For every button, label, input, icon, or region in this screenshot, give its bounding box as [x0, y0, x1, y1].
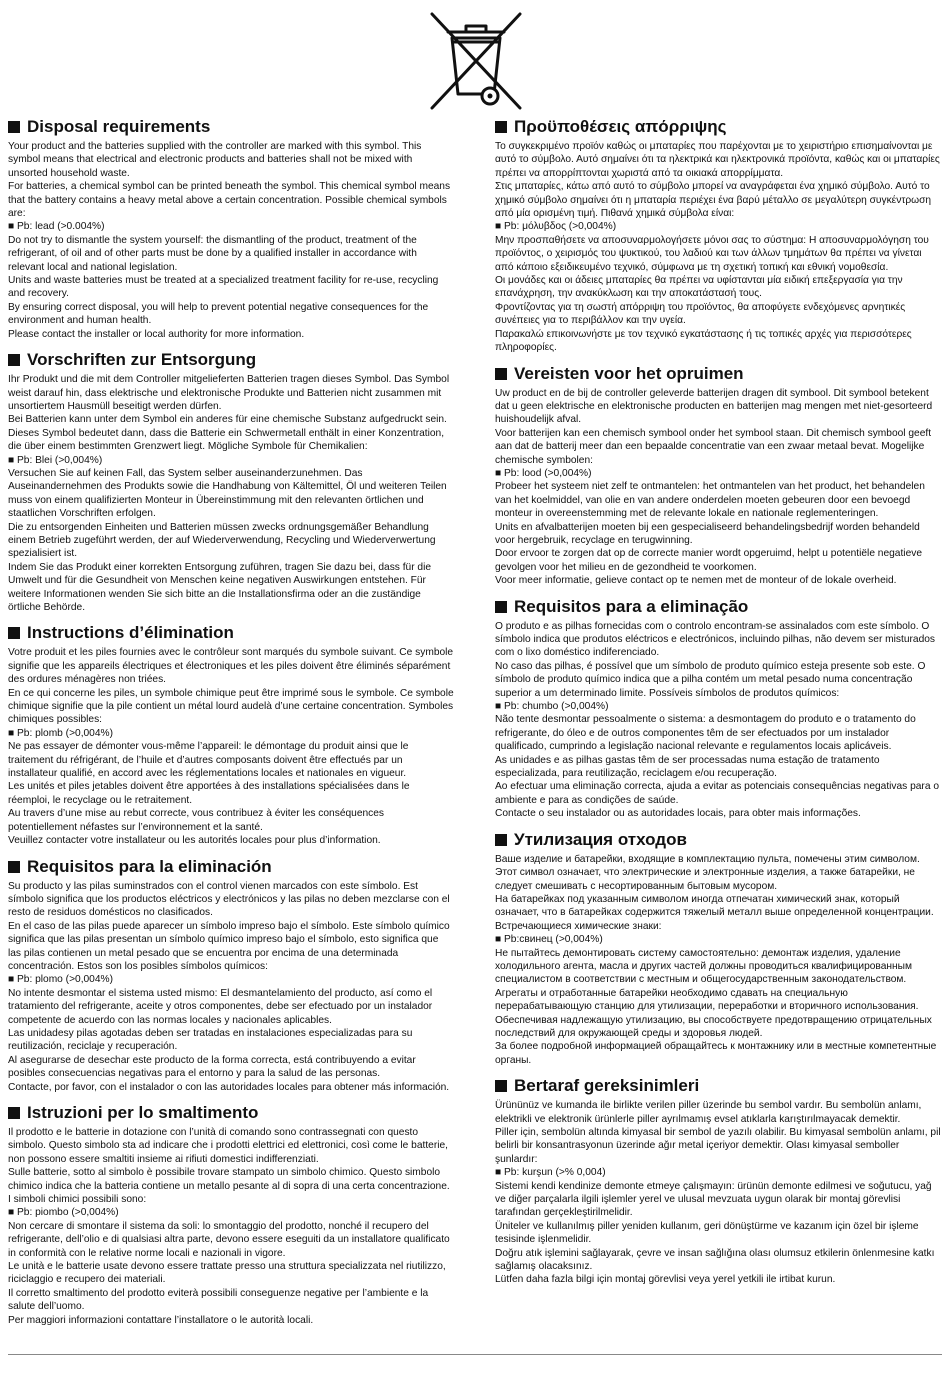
left-column — [8, 117, 454, 1336]
section-disposal-tr — [495, 1076, 941, 1287]
section-disposal-ru — [495, 830, 941, 1068]
bullet-square-icon — [8, 121, 20, 133]
crossed-out-wheelie-bin-icon — [428, 10, 524, 114]
section-heading — [495, 830, 941, 850]
section-heading — [495, 1076, 941, 1096]
section-body: Il prodotto e le batterie in dotazione con l’unità di comando sono contrassegnati con questo simbolo. Questo simbolo sta ad indicare che i prodotti elettrici ed elettronici, così come le batterie, non possono essere smaltiti insieme ai rifiuti domestici indifferenziati. Sulle batterie, sotto al simbolo è possibile trovare stampato un simbolo chimico. Questo simbolo chimico indica che la batteria contiene un metallo pesante al di sopra di una certa concentrazione. I simboli chimici possibili sono: ■ Pb: piombo (>0,004%) Non cercare di smontare il sistema da soli: lo smontaggio del prodotto, nonché il recupero del refrigerante, dell’olio e di qualsiasi altra parte, devono essere eseguiti da un installatore qualificato in conformità con le relative norme locali e nazionali in vigore. Le unità e le batterie usate devono essere trattate presso una struttura specializzata nel riutilizzo, riciclaggio e recupero dei materiali. Il corretto smaltimento del prodotto eviterà possibili conseguenze negative per l’ambiente e la salute dell’uomo. Per maggiori informazioni contattare l’installatore o le autorità locali. — [8, 1127, 450, 1326]
section-title: Requisitos para la eliminación — [27, 856, 272, 876]
section-title: Instructions d’élimination — [27, 623, 234, 643]
section-heading — [8, 117, 454, 137]
bullet-square-icon — [495, 601, 507, 613]
right-column — [495, 117, 941, 1296]
section-heading — [495, 364, 941, 384]
section-title: Vereisten voor het opruimen — [514, 363, 744, 383]
bullet-square-icon — [8, 354, 20, 366]
section-disposal-en — [8, 117, 454, 341]
bullet-square-icon — [8, 861, 20, 873]
section-disposal-fr — [8, 623, 454, 847]
section-body: Ваше изделие и батарейки, входящие в комплектацию пульта, помечены этим символом. Этот символ означает, что электрические и электронные изделия, а также батарейки, не следует смешивать с несортированным бытовым мусором. На батарейках под указанным символом иногда отпечатан химический знак, который означает, что в батарейках содержится тяжелый металл выше определенной концентрации. Встречающиеся химические знаки: ■ Pb:свинец (>0,004%) Не пытайтесь демонтировать систему самостоятельно: демонтаж изделия, удаление холодильного агента, масла и других частей должны проводиться квалифицированным специалистом в соответствии с местным и общегосударственным законодательством. Агрегаты и отработанные батарейки необходимо сдавать на специальную перерабатывающую станцию для утилизации, переработки и вторичного использования. Обеспечивая надлежащую утилизацию, вы способствуете предотвращению отрицательных последствий для окружающей среды и здоровья людей. За более подробной информацией обращайтесь к монтажнику или в местные компетентные органы. — [495, 853, 937, 1066]
section-heading — [8, 623, 454, 643]
bullet-square-icon — [495, 1080, 507, 1092]
section-heading — [495, 117, 941, 137]
section-body: Su producto y las pilas suminstrados con el control vienen marcados con este símbolo. Est símbolo significa que los productos eléctricos y electrónicos y las pilas no deben mezclarse con el resto de residuos domésticos no clasificados. En el caso de las pilas puede aparecer un símbolo impreso bajo el símbolo. Este símbolo químico significa que las pilas presentan un símbolo químico impreso bajo el símbolo, esto significa que las pilas contienen un metal pesado que se encuentra por encima de una determinada concentración. Estos son los posibles símbolos químicos: ■ Pb: plomo (>0,004%) No intente desmontar el sistema usted mismo: El desmantelamiento del producto, así como el tratamiento del refrigerante, aceite y otros componentes, debe ser efectuado por un instalador competente de acuerdo con las normas locales y nacionales aplicables. Las unidadesy pilas agotadas deben ser tratadas en instalaciones especializadas para su reutilización, reciclaje y recuperación. Al asegurarse de desechar este producto de la forma correcta, está contribuyendo a evitar posibles consecuencias negativas para el entorno y para la salud de las personas. Contacte, por favor, con el instalador o con las autoridades locales para obtener más información. — [8, 880, 450, 1093]
section-heading — [8, 350, 454, 370]
bullet-square-icon — [495, 834, 507, 846]
section-heading — [8, 857, 454, 877]
section-body: Ürününüz ve kumanda ile birlikte verilen piller üzerinde bu sembol vardır. Bu sembolün anlamı, elektrikli ve elektronik ürünlerle piller ayrılmamış evsel atıklarla karıştırılmayacak demektir. Piller için, sembolün altında kimyasal bir sembol de yazılı olabilir. Bu kimyasal sembolün anlamı, pil belirli bir konsantrasyonun üzerinde ağır metal içeriyor demektir. Olası kimyasal semboller şunlardır: ■ Pb: kurşun (>% 0,004) Sistemi kendi kendinize demonte etmeye çalışmayın: ürünün demonte edilmesi ve soğutucu, yağ ve diğer parçalarla ilgili işlemler yerel ve ulusal mevzuata uygun olarak bir montaj görevlisi tarafından gerçekleştirilmelidir. Üniteler ve kullanılmış piller yeniden kullanım, geri dönüştürme ve kazanım için özel bir işleme tesisinde işlenmelidir. Doğru atık işlemini sağlayarak, çevre ve insan sağlığına olası olumsuz etkilerin önlenmesine katkı sağlamış olacaksınız. Lütfen daha fazla bilgi için montaj görevlisi veya yerel yetkili ile irtibat kurun. — [495, 1100, 941, 1286]
section-disposal-es — [8, 857, 454, 1095]
section-disposal-nl — [495, 364, 941, 588]
section-body: Uw product en de bij de controller geleverde batterijen dragen dit symbool. Dit symbool betekent dat u geen elektrische en elektronische producten en batterijen mag mengen met niet-gesorteerd huishoudelijk afval. Voor batterijen kan een chemisch symbool onder het symbool staan. Dit chemisch symbool geeft aan dat de batterij meer dan een bepaalde concentratie van een zwaar metaal bevat. Mogelijke chemische symbolen: ■ Pb: lood (>0,004%) Probeer het systeem niet zelf te ontmantelen: het ontmantelen van het product, het behandelen van het koelmiddel, van olie en van andere onderdelen moeten gebeuren door een bevoegd monteur in overeenstemming met de relevante lokale en nationale reglementeringen. Units en afvalbatterijen moeten bij een gespecialiseerd behandelingsbedrijf worden behandeld voor hergebruik, recyclage en terugwinning. Door ervoor te zorgen dat op de correcte manier wordt opgeruimd, helpt u potentiële negatieve gevolgen voor het milieu en de gezondheid te voorkomen. Voor meer informatie, gelieve contact op te nemen met de monteur of de lokale overheid. — [495, 387, 933, 587]
section-title: Requisitos para a eliminação — [514, 596, 749, 616]
section-body: Your product and the batteries supplied with the controller are marked with this symbol. This symbol means that electrical and electronic products and batteries shall not be mixed with unsorted household waste. For batteries, a chemical symbol can be printed beneath the symbol. This chemical symbol means that the battery contains a heavy metal above a certain concentration. Possible chemical symbols are: ■ Pb: lead (>0.004%) Do not try to dismantle the system yourself: the dismantling of the product, treatment of the refrigerant, of oil and of other parts must be done by a qualified installer in accordance with relevant local and national legislation. Units and waste batteries must be treated at a specialized treatment facility for re-use, recycling and recovery. By ensuring correct disposal, you will help to prevent potential negative consequences for the environment and human health. Please contact the installer or local authority for more information. — [8, 141, 451, 340]
section-heading — [8, 1103, 454, 1123]
section-title: Утилизация отходов — [514, 829, 687, 849]
section-title: Vorschriften zur Entsorgung — [27, 350, 257, 370]
bullet-square-icon — [495, 121, 507, 133]
section-heading — [495, 597, 941, 617]
bullet-square-icon — [8, 1107, 20, 1119]
section-disposal-it — [8, 1103, 454, 1327]
section-disposal-el — [495, 117, 941, 355]
bullet-square-icon — [8, 627, 20, 639]
section-disposal-pt — [495, 597, 941, 821]
section-title: Istruzioni per lo smaltimento — [27, 1103, 259, 1122]
section-body: Votre produit et les piles fournies avec le contrôleur sont marqués du symbole suivant. Ce symbole signifie que les appareils électriques et électroniques et les piles doivent être éliminés séparément des ordures ménagères non triées. En ce qui concerne les piles, un symbole chimique peut être imprimé sous le symbole. Ce symbole chimique signifie que la pile contient un métal lourd audelà d’une certaine concentration. Symboles chimiques possibles: ■ Pb: plomb (>0,004%) Ne pas essayer de démonter vous-même l’appareil: le démontage du produit ainsi que le traitement du réfrigérant, de l’huile et d’autres composants doivent être effectués par un installateur qualifié, en accord avec les réglementations locales et nationales en vigueur. Les unités et piles jetables doivent être apportées à des installations spécialisées dans le réemploi, le recyclage ou le retraitement. Au travers d’une mise au rebut correcte, vous contribuez à éviter les conséquences potentiellement néfastes sur l’environnement et la santé. Veuillez contacter votre installateur ou les autorités locales pour plus d’information. — [8, 647, 454, 847]
section-disposal-de — [8, 350, 454, 614]
bullet-square-icon — [495, 368, 507, 380]
section-body: O produto e as pilhas fornecidas com o controlo encontram-se assinalados com este símbolo. O símbolo indica que produtos eléctricos e electrónicos, incluindo pilhas, não devem ser misturados com o lixo doméstico indiferenciado. No caso das pilhas, é possível que um símbolo de produto químico esteja presente sob este. O símbolo de produto químico indica que a pilha contém um metal pesado numa concentração superior a um determinado limite. Possíveis símbolos de produtos químicos: ■ Pb: chumbo (>0,004%) Não tente desmontar pessoalmente o sistema: a desmontagem do produto e o tratamento do refrigerante, do óleo e de outros componentes têm de ser efectuados por um instalador qualificado, cumprindo a legislação nacional relevante e regulamentos locais aplicáveis. As unidades e as pilhas gastas têm de ser processadas numa estação de tratamento especializada, para reutilização, reciclagem e/ou recuperação. Ao efectuar uma eliminação correcta, ajuda a evitar as potenciais consequências negativas para o ambiente e para as condições de saúde. Contacte o seu instalador ou as autoridades locais, para obter mais informações. — [495, 620, 939, 820]
section-title: Προϋποθέσεις απόρριψης — [514, 117, 727, 136]
section-title: Bertaraf gereksinimleri — [514, 1076, 700, 1096]
bottom-divider — [8, 1354, 942, 1355]
section-title: Disposal requirements — [27, 117, 211, 136]
section-body: Ihr Produkt und die mit dem Controller mitgelieferten Batterien tragen dieses Symbol. Das Symbol weist darauf hin, dass elektrische und elektronische Produkte und Batterien nicht zusammen mit unsortiertem Hausmüll beseitigt werden dürfen. Bei Batterien kann unter dem Symbol ein anderes für eine chemische Substanz aufgedruckt sein. Dieses Symbol bedeutet dann, dass die Batterie ein Schwermetall enthält in einer Konzentration, die über einem bestimmten Grenzwert liegt. Mögliche Symbole für Chemikalien: ■ Pb: Blei (>0,004%) Versuchen Sie auf keinen Fall, das System selber auseinanderzunehmen. Das Auseinandernehmen des Produkts sowie die Handhabung von Kältemittel, Öl und weiteren Teilen muss von einem qualifizierten Monteur in Übereinstimmung mit den relevanten örtlichen und staatlichen Vorschriften erfolgen. Die zu entsorgenden Einheiten und Batterien müssen zwecks ordnungsgemäßer Behandlung einem Betrieb zugeführt werden, der auf Wiederverwendung, Recycling und Wiederverwertung spezialisiert ist. Indem Sie das Produkt einer korrekten Entsorgung zuführen, tragen Sie dazu bei, dass für die Umwelt und für die Gesundheit von Menschen keine negativen Auswirkungen entstehen. Für weitere Informationen wenden Sie sich bitte an die Installationsfirma oder an die zuständige örtliche Behörde. — [8, 374, 450, 613]
section-body: Το συγκεκριμένο προϊόν καθώς οι μπαταρίες που παρέχονται με το χειριστήριο επισημαίνονται με αυτό το σύμβολο. Αυτό σημαίνει ότι τα ηλεκτρικά και ηλεκτρονικά προϊόντα, καθώς και οι μπαταρίες πρέπει να απορρίπτονται χωριστά από τα οικιακά απορρίμματα. Στις μπαταρίες, κάτω από αυτό το σύμβολο μπορεί να αναγράφεται ένα χημικό σύμβολο. Αυτό το χημικό σύμβολο σημαίνει ότι η μπαταρία περιέχει ένα βαρύ μέταλλο σε μεγαλύτερη συγκέντρωση από μία ορισμένη τιμή. Πιθανά χημικά σύμβολα είναι: ■ Pb: μόλυβδος (>0,004%) Μην προσπαθήσετε να αποσυναρμολογήσετε μόνοι σας το σύστημα: Η αποσυναρμολόγηση του προϊόντος, ο χειρισμός του ψυκτικού, του λαδιού και των άλλων τμημάτων θα πρέπει να γίνεται από κάποιο εξειδικευμένο τεχνικό, σύμφωνα με τη σχετική τοπική και εθνική νομοθεσία. Οι μονάδες και οι άδειες μπαταρίες θα πρέπει να υφίστανται μία ειδική επεξεργασία για την επανάχρηση, την ανακύκλωση και την αποκατάστασή τους. Φροντίζοντας για τη σωστή απόρριψη του προϊόντος, θα αποφύγετε ενδεχόμενες αρνητικές συνέπειες για το περιβάλλον και την υγεία. Παρακαλώ επικοινωνήστε με τον τεχνικό εγκατάστασης ή τις τοπικές αρχές για περισσότερες πληροφορίες. — [495, 141, 940, 354]
